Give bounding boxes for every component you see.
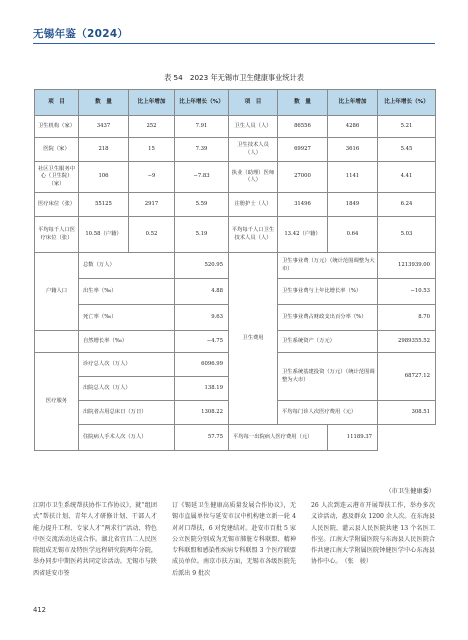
cell-value: 138.19 (175, 377, 229, 401)
cell-value: 11189.37 (328, 425, 378, 451)
cell-pct: 5.21 (378, 116, 436, 138)
cell-item: 平均每千人口卫生技术人员（人） (229, 217, 278, 253)
col-header: 项 目 (35, 90, 79, 116)
cell-qty: 10.58（户籍） (79, 217, 129, 253)
table-header-row (35, 90, 436, 116)
cell-item: 执业（助理）医师（人） (229, 162, 278, 193)
table-row (35, 162, 436, 193)
table-source: （市卫生健康委） (385, 488, 435, 495)
cell-pct: −7.83 (175, 162, 229, 193)
cell-item: 注册护士（人） (229, 193, 278, 217)
table-row (35, 193, 436, 217)
table-caption: 表 54 2023 年无锡市卫生健康事业统计表 (164, 73, 304, 82)
cell-pct: 7.39 (175, 138, 229, 162)
cell-qty: 31496 (278, 193, 328, 217)
cell-value: 9.63 (175, 305, 229, 331)
col-header: 数 量 (79, 90, 129, 116)
cell-item: 医疗床位（张） (35, 193, 79, 217)
col-header: 比上年增加 (129, 90, 175, 116)
cell-label: 平均每门诊人次医疗费用（元） (278, 401, 378, 425)
cell-value: 308.51 (378, 401, 436, 425)
cell-inc: 0.64 (328, 217, 378, 253)
body-column-3: 26 人次到连云港市开展帮扶工作，举办多次义诊活动，惠及群众 1200 余人次。在东海县人民医院、灌云县人民医院共建 13 个名医工作室。江南大学附属医院与东海县人民医院合作共建江南大学附属医院钟健医学中心东海县协作中心。 （张 骏） (311, 502, 435, 566)
cell-value: 520.95 (175, 253, 229, 279)
table-row (35, 253, 436, 279)
col-header: 比上年增长（%） (378, 90, 436, 116)
cell-qty: 106 (79, 162, 129, 193)
cell-pct: 6.24 (378, 193, 436, 217)
page-number: 412 (33, 606, 46, 614)
group-label-population: 户籍人口 (35, 253, 79, 331)
cell-item: 社区卫生服务中心（卫生院）（家） (35, 162, 79, 193)
cell-inc: 15 (129, 138, 175, 162)
table-row (35, 116, 436, 138)
cell-pct: 5.45 (378, 138, 436, 162)
cell-label: 自然增长率（‰） (79, 331, 175, 353)
cell-item: 平均每千人口医疗床位（张） (35, 217, 79, 253)
cell-label: 出院者占用总床日（万日） (79, 401, 175, 425)
cell-qty: 86556 (278, 116, 328, 138)
cell-qty: 3437 (79, 116, 129, 138)
cell-pct: 5.19 (175, 217, 229, 253)
statistics-table (34, 89, 436, 451)
cell-item: 医院（家） (35, 138, 79, 162)
cell-inc: 1141 (328, 162, 378, 193)
cell-qty: 27000 (278, 162, 328, 193)
cell-pct: 7.91 (175, 116, 229, 138)
cell-inc: 1849 (328, 193, 378, 217)
cell-item: 卫生机构（家） (35, 116, 79, 138)
cell-inc: 2917 (129, 193, 175, 217)
cell-label: 总数（万人） (79, 253, 175, 279)
cell-qty: 55125 (79, 193, 129, 217)
cell-label: 出生率（‰） (79, 279, 175, 305)
table-row (35, 425, 436, 451)
cell-label: 住院病人手术人次（万人） (79, 425, 175, 451)
cell-inc: 0.52 (129, 217, 175, 253)
cell-label: 诊疗总人次（万人） (79, 353, 175, 377)
cell-pct: 5.03 (378, 217, 436, 253)
group-label-cost: 卫生费用 (229, 253, 278, 425)
header-rule (33, 43, 435, 44)
cell-label: 卫生事业费与上年比增长率（%） (278, 279, 378, 305)
table-row (35, 138, 436, 162)
col-header: 数 量 (278, 90, 328, 116)
running-header: 无锡年鉴（2024） (33, 28, 129, 40)
body-column-2: 订《锡延卫生健康高质量发展合作协议》，无锡市直属单位与延安市汉中机构建立新一轮 4 对对口帮扶，6 对党建结对。赴安市百批 5 家公立医院分别成为无锡市肺脏专科联盟、精神专科联盟和感染性疾病专科联盟 3 个医疗联盟成员单位。南京市扶方面，无锡市各级医院先后派出 9 批次 (172, 502, 296, 577)
cell-label: 平均每一出院病人医疗费用（元） (229, 425, 328, 451)
cell-value: 6096.99 (175, 353, 229, 377)
cell-value: 1308.22 (175, 401, 229, 425)
cell-inc: 4286 (328, 116, 378, 138)
cell-label: 卫生系统基建投资（万元）（统计范围调整为大市） (278, 353, 378, 401)
cell-value: 8.70 (378, 305, 436, 331)
cell-value: −4.75 (175, 331, 229, 353)
cell-qty: 218 (79, 138, 129, 162)
cell-value: 4.88 (175, 279, 229, 305)
col-header: 比上年增加 (328, 90, 378, 116)
body-column-1: 江阴市卫生系统帮扶协作工作协议》，就“组团式”帮扶计划、青年人才研修计划、干部人才能力提升工程、专家人才“两求行”活动、特色中医交流活动达成合作。湖北省宜昌二人民医院组成无锡市及特医学远程研究院两年分院，举办同步中期医药共同定诊活动。无锡市与陕西省延安市签 (33, 502, 157, 577)
cell-label: 死亡率（‰） (79, 305, 175, 331)
cell-item: 卫生人员（人） (229, 116, 278, 138)
cell-value: 2989355.52 (378, 331, 436, 353)
cell-pct: 4.41 (378, 162, 436, 193)
cell-item: 卫生技术人员（人） (229, 138, 278, 162)
cell-inc: −9 (129, 162, 175, 193)
cell-pct: 5.59 (175, 193, 229, 217)
col-header: 比上年增长（%） (175, 90, 229, 116)
cell-qty: 69927 (278, 138, 328, 162)
cell-label: 卫生系统资产（万元） (278, 331, 378, 353)
empty-cell (35, 331, 79, 353)
cell-qty: 13.42（户籍） (278, 217, 328, 253)
cell-value: 68727.12 (378, 353, 436, 401)
table-row (35, 217, 436, 253)
cell-label: 出院总人次（万人） (79, 377, 175, 401)
group-label-service: 医疗服务 (35, 353, 79, 451)
cell-label: 卫生事业费（万元）（统计范围调整为大市） (278, 253, 378, 279)
cell-value: −10.53 (378, 279, 436, 305)
col-header: 项 目 (229, 90, 278, 116)
cell-inc: 3616 (328, 138, 378, 162)
cell-value: 57.75 (175, 425, 229, 451)
cell-label: 卫生事业费占财政支出百分率（%） (278, 305, 378, 331)
cell-inc: 252 (129, 116, 175, 138)
cell-value: 1213939.00 (378, 253, 436, 279)
